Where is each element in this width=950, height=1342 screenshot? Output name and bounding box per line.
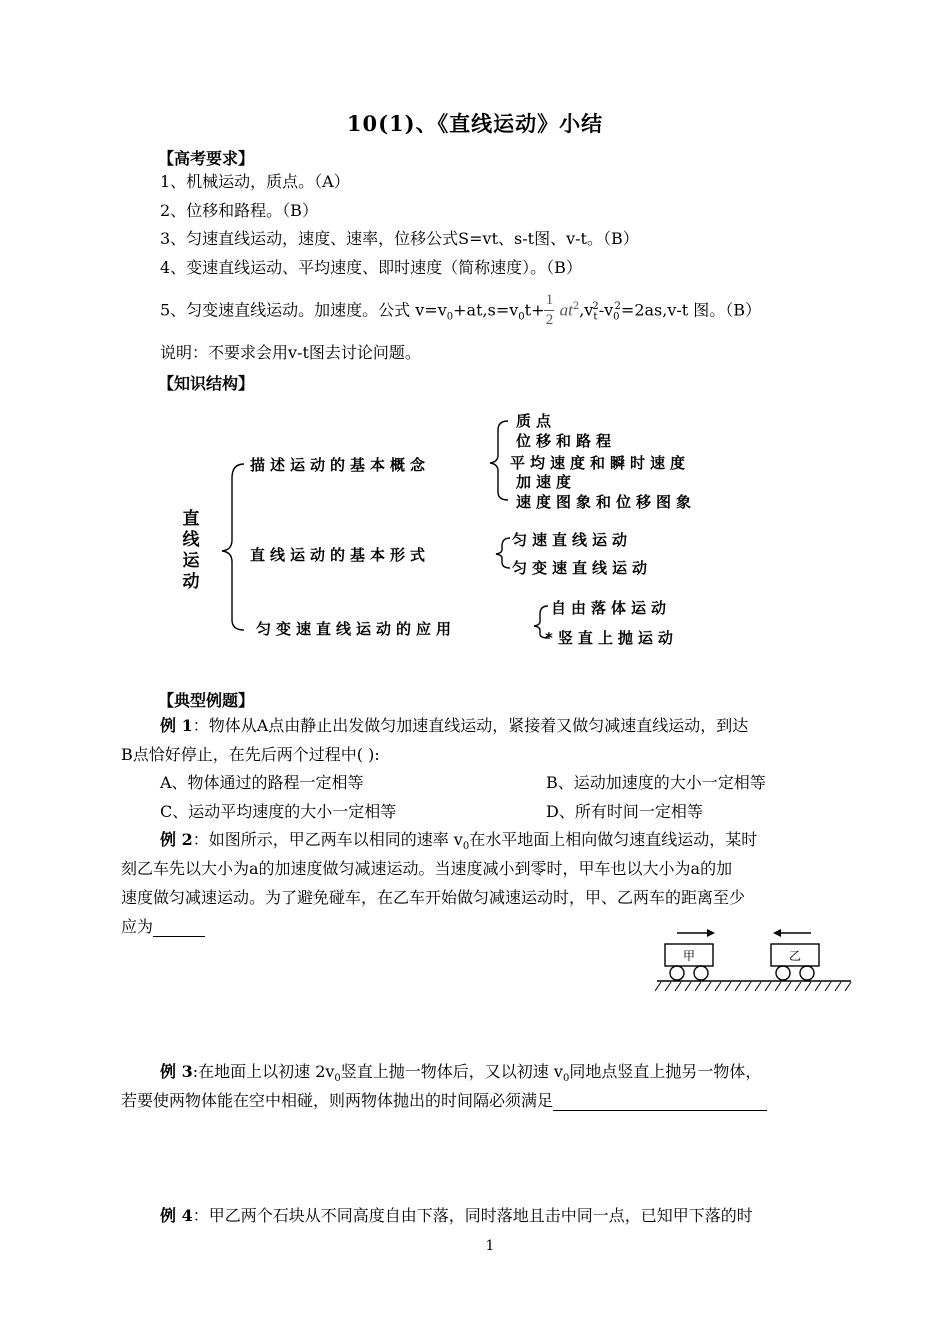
example-label: 例 4 (160, 1206, 193, 1225)
example-text: :在地面上以初速 2v (192, 1062, 335, 1081)
branch-leaf: 匀变速直线运动 (512, 559, 653, 577)
subscript: t (593, 311, 598, 323)
answer-blank (153, 920, 205, 937)
cart-label-right: 乙 (788, 949, 802, 963)
example-1-line-2: B点恰好停止，在先后两个过程中( ): (121, 745, 380, 764)
example-text: 竖直上抛一物体后，又以初速 v (340, 1062, 563, 1081)
option-d: D、所有时间一定相等 (546, 802, 703, 821)
answer-blank (553, 1094, 767, 1111)
subscript: 0 (613, 311, 620, 323)
subscript: 0 (446, 311, 454, 323)
example-3-line-1 (160, 1062, 761, 1089)
page-number: 1 (485, 1238, 495, 1254)
superscript: 2 (572, 301, 580, 312)
main-brace (222, 464, 244, 630)
brace-forms (496, 538, 510, 568)
option-c: C、运动平均速度的大小一定相等 (160, 802, 397, 821)
example-label: 例 1 (160, 716, 193, 735)
fraction-numerator: 1 (545, 292, 554, 309)
section-heading-structure: 【知识结构】 (158, 374, 255, 393)
formula-text: ,v (579, 300, 594, 320)
branch-leaf: 自由落体运动 (551, 599, 672, 617)
branch-label: 直线运动的基本形式 (250, 546, 431, 564)
subscript: 0 (462, 841, 470, 853)
requirement-item: 4、变速直线运动、平均速度、即时速度（简称速度）。（B） (160, 258, 582, 277)
branch-label: 描述运动的基本概念 (250, 456, 431, 474)
example-4-line-1 (160, 1206, 753, 1226)
section-heading-examples: 【典型例题】 (158, 691, 255, 710)
superscript: 2 (614, 301, 621, 312)
example-2-line-4 (121, 917, 205, 937)
cart-label-left: 甲 (682, 949, 696, 963)
example-2-line-3: 速度做匀减速运动。为了避免碰车，在乙车开始做匀减速运动时，甲、乙两车的距离至少 (121, 888, 746, 907)
branch-leaf: 质点 (516, 412, 557, 430)
formula-text: +at,s=v (453, 300, 519, 320)
branch-leaf: 匀速直线运动 (512, 531, 633, 549)
example-label: 例 3 (160, 1062, 193, 1081)
subscript: 0 (334, 1073, 341, 1085)
page-title: 10(1)、《直线运动》小结 (346, 111, 604, 136)
example-text: 应为 (121, 917, 154, 936)
formula-text: =2as,v-t 图。（B） (620, 300, 762, 320)
example-text: ：甲乙两个石块从不同高度自由下落，同时落地且击中同一点，已知甲下落的时 (192, 1206, 753, 1225)
root-char: 运 (182, 551, 200, 571)
option-a: A、物体通过的路程一定相等 (160, 773, 364, 792)
example-text: 同地点竖直上抛另一物体， (569, 1062, 762, 1081)
requirement-note: 说明：不要求会用v-t图去讨论问题。 (160, 343, 421, 362)
example-label: 例 2 (160, 830, 193, 849)
formula-text: -v (598, 300, 614, 320)
example-text: 若要使两物体能在空中相碰，则两物体抛出的时间隔必须满足 (121, 1091, 554, 1110)
example-text: ：如图所示，甲乙两车以相同的速率 v (192, 830, 463, 849)
brace-concepts (490, 421, 508, 500)
requirement-item: 1、机械运动，质点。（A） (160, 172, 350, 191)
branch-label: 匀变速直线运动的应用 (256, 620, 457, 638)
root-char: 直 (182, 509, 200, 529)
fraction-denominator: 2 (545, 312, 554, 329)
example-2-line-1 (160, 830, 757, 857)
root-char: 线 (182, 530, 200, 550)
example-2-line-2: 刻乙车先以大小为a的加速度做匀减速运动。当速度减小到零时，甲车也以大小为a的加 (121, 859, 733, 878)
formula-text: t+ (524, 300, 545, 320)
formula-at: at (559, 300, 573, 320)
section-heading-requirements: 【高考要求】 (158, 149, 255, 168)
carts-figure (655, 925, 855, 1000)
subscript: 0 (562, 1073, 570, 1085)
branch-leaf: *竖直上抛运动 (545, 629, 678, 647)
requirement-item: 2、位移和路程。（B） (160, 201, 318, 220)
subscript: 0 (518, 311, 525, 323)
option-b: B、运动加速度的大小一定相等 (546, 773, 766, 792)
superscript: 2 (592, 301, 599, 312)
branch-leaf: 平均速度和瞬时速度 (510, 454, 691, 472)
root-char: 动 (182, 572, 200, 592)
branch-leaf: 加速度 (516, 473, 577, 491)
branch-leaf: 位移和路程 (516, 432, 617, 450)
example-text: ：物体从A点由静止出发做匀加速直线运动，紧接着又做匀减速直线运动，到达 (192, 716, 749, 735)
requirement-item: 3、匀速直线运动，速度、速率，位移公式S=vt、s-t图、v-t。（B） (160, 229, 639, 248)
formula-text: 5、匀变速直线运动。加速度。公式 v=v (160, 300, 447, 320)
branch-leaf: 速度图象和位移图象 (516, 493, 697, 511)
example-1-line-1 (160, 716, 748, 736)
example-3-line-2 (121, 1091, 767, 1111)
example-text: 在水平地面上相向做匀速直线运动，某时 (469, 830, 758, 849)
